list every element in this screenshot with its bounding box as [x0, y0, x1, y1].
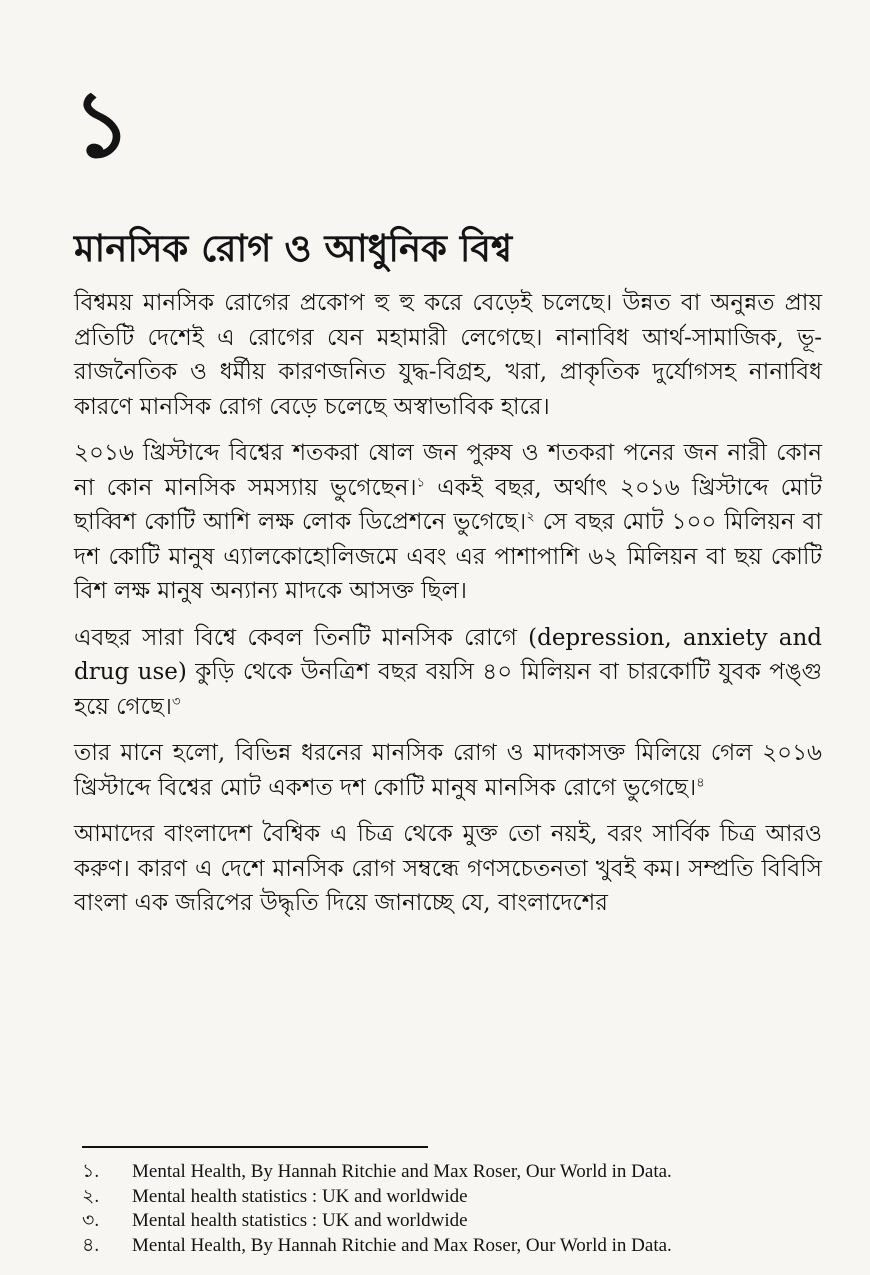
footnote-text: Mental Health, By Hannah Ritchie and Max Roser, Our World in Data. — [132, 1234, 672, 1256]
footnote-divider — [82, 1146, 428, 1148]
footnote-marker: ৪ — [696, 774, 705, 790]
paragraph-text: একই বছর, অর্থাৎ ২০১৬ খ্রিস্টাব্দে মোট ছাব্বিশ কোটি আশি লক্ষ লোক ডিপ্রেশনে ভুগেছে। — [74, 474, 822, 535]
paragraph-text: বিশ্বময় মানসিক রোগের প্রকোপ হু হু করে বেড়েই চলেছে। উন্নত বা অনুন্নত প্রায় প্রতিটি দেশেই এ রোগের যেন মহামারী লেগেছে। নানাবিধ আর্থ-সামাজিক, ভূ-রাজনৈতিক ও ধর্মীয় কারণজনিত যুদ্ধ-বিগ্রহ, খরা, প্রাকৃতিক দুর্যোগসহ নানাবিধ কারণে মানসিক রোগ বেড়ে চলেছে অস্বাভাবিক হারে। — [74, 290, 822, 420]
footnote-marker: ১ — [416, 474, 426, 490]
footnote-text: Mental Health, By Hannah Ritchie and Max Roser, Our World in Data. — [132, 1161, 672, 1182]
paragraph-text: তার মানে হলো, বিভিন্ন ধরনের মানসিক রোগ ও মাদকাসক্ত মিলিয়ে গেল ২০১৬ খ্রিস্টাব্দে বিশ্বের মোট একশত দশ কোটি মানুষ মানসিক রোগে ভুগেছে। — [74, 740, 822, 801]
footnotes — [82, 1160, 842, 1258]
chapter-title: মানসিক রোগ ও আধুনিক বিশ্ব — [74, 226, 513, 270]
paragraph — [74, 621, 822, 725]
paragraph — [74, 286, 822, 424]
body-text — [74, 286, 822, 933]
footnote-number: ১. — [82, 1161, 100, 1182]
paragraph-text: আমাদের বাংলাদেশ বৈশ্বিক এ চিত্র থেকে মুক্ত তো নয়ই, বরং সার্বিক চিত্র আরও করুণ। কারণ এ দেশে মানসিক রোগ সম্বন্ধে গণসচেতনতা খুবই কম। সম্প্রতি বিবিসি বাংলা এক জরিপের উদ্ধৃতি দিয়ে জানাচ্ছে যে, বাংলাদেশের — [74, 821, 822, 916]
paragraph-text: সে বছর মোট ১০০ মিলিয়ন বা দশ কোটি মানুষ এ্যালকোহোলিজমে এবং এর পাশাপাশি ৬২ মিলিয়ন বা ছয় কোটি বিশ লক্ষ মানুষ অন্যান্য মাদকে আসক্ত ছিল। — [74, 509, 822, 604]
footnote-number: ৪. — [82, 1234, 100, 1256]
footnote-text: Mental health statistics : UK and worldwide — [132, 1210, 468, 1231]
footnote-item — [82, 1160, 842, 1185]
footnote-marker: ২ — [526, 509, 535, 525]
footnote-number: ৩. — [82, 1210, 100, 1231]
paragraph — [74, 736, 822, 805]
chapter-number: ১ — [72, 70, 132, 178]
paragraph-text: ২০১৬ খ্রিস্টাব্দে বিশ্বের শতকরা ষোল জন পুরুষ ও শতকরা পনের জন নারী কোন না কোন মানসিক সমস্যায় ভুগেছেন। — [74, 440, 822, 501]
footnote-text: Mental health statistics : UK and worldwide — [132, 1185, 468, 1207]
footnote-item — [82, 1234, 842, 1259]
footnote-item — [82, 1185, 842, 1210]
paragraph — [74, 436, 822, 609]
paragraph-text: এবছর সারা বিশ্বে কেবল তিনটি মানসিক রোগে (depression, anxiety and drug use) কুড়ি থেকে উনত্রিশ বছর বয়সি ৪০ মিলিয়ন বা চারকোটি যুবক পঙ্গু হয়ে গেছে। — [74, 624, 822, 720]
footnote-number: ২. — [82, 1185, 100, 1207]
footnote-marker: ৩ — [172, 693, 181, 709]
paragraph — [74, 817, 822, 921]
footnote-item — [82, 1209, 842, 1234]
